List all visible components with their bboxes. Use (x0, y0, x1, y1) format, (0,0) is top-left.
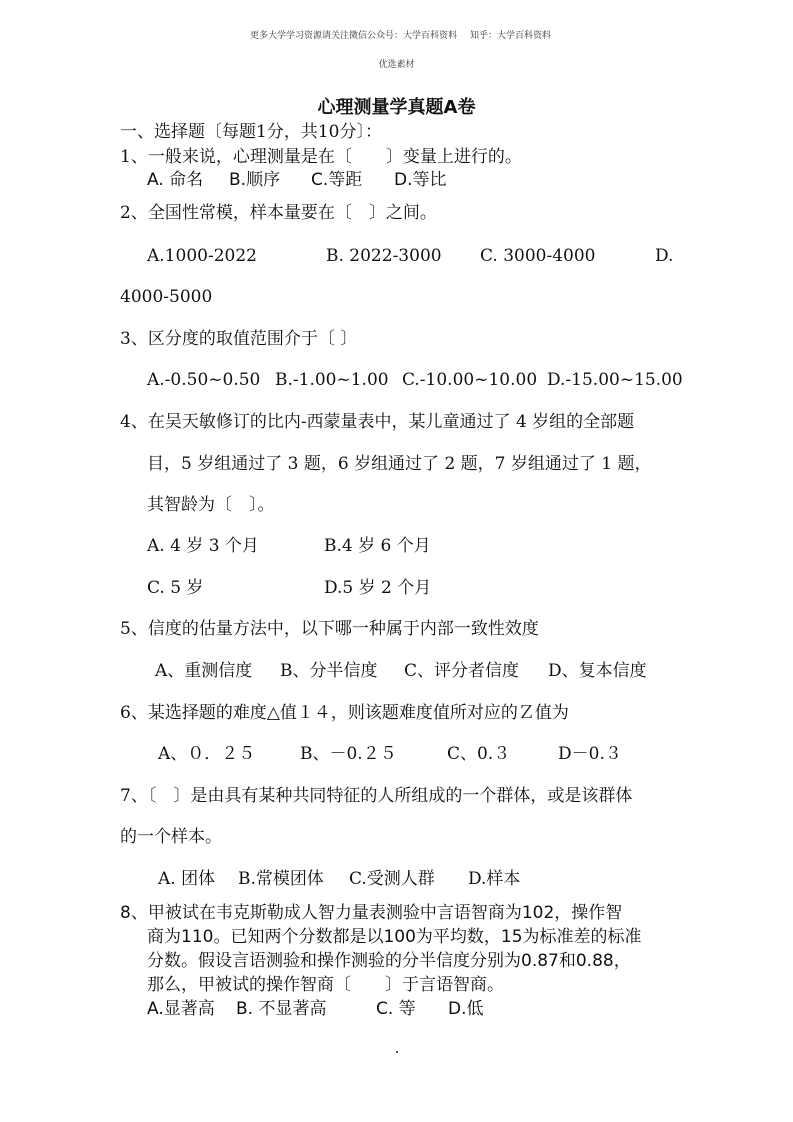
option: B.-1.00~1.00 (275, 370, 389, 390)
option: A. 4 岁 3 个月 (147, 536, 259, 556)
header-sub: 优选素材 (378, 60, 415, 70)
option: B. 2022-3000 (326, 246, 442, 266)
option: D. (655, 246, 674, 266)
question-4-line: 目，5 岁组通过了 3 题，6 岁组通过了 2 题，7 岁组通过了 1 题， (147, 454, 652, 474)
option: C.受测人群 (349, 869, 435, 889)
section-heading: 一、选择题〔每题1分，共10分〕： (120, 122, 382, 142)
question-7-line: 的一个样本。 (120, 827, 222, 847)
option: A.1000-2022 (147, 246, 257, 266)
page-title: 心理测量学真题A卷 (317, 97, 476, 118)
question-5: 5、信度的估量方法中，以下哪一种属于内部一致性效度 (120, 619, 539, 639)
option: A.显著高 (147, 999, 215, 1019)
option: B.顺序 (229, 170, 281, 190)
question-2: 2、全国性常模，样本量要在〔 〕之间。 (120, 203, 437, 223)
option: A.-0.50~0.50 (147, 370, 261, 390)
option: D.-15.00~15.00 (547, 370, 683, 390)
option: A、重测信度 (155, 661, 253, 681)
option: D.低 (448, 999, 484, 1019)
question-8-line: 那么，甲被试的操作智商〔 〕于言语智商。 (147, 975, 504, 995)
question-1: 1、一般来说，心理测量是在〔 〕变量上进行的。 (120, 147, 522, 167)
header-right: 知乎：大学百科资料 (470, 31, 552, 41)
option: A、０．２５ (158, 744, 256, 764)
option: C.-10.00~10.00 (402, 370, 538, 390)
option: A. 命名 (147, 170, 204, 190)
option: C. 3000-4000 (480, 246, 596, 266)
option: A. 团体 (158, 869, 216, 889)
question-4-line: 其智龄为〔 〕。 (147, 495, 275, 515)
option: C.等距 (311, 170, 363, 190)
option: D－0.３ (558, 744, 622, 764)
option: C、0.３ (447, 744, 511, 764)
option-wrap: 4000-5000 (120, 287, 213, 307)
option: D.样本 (468, 869, 521, 889)
page-dot (396, 1051, 398, 1053)
option: C. 5 岁 (147, 578, 204, 598)
option: D.等比 (394, 170, 447, 190)
question-7: 7、〔 〕是由具有某种共同特征的人所组成的一个群体，或是该群体 (120, 786, 633, 806)
question-8: 8、甲被试在韦克斯勒成人智力量表测验中言语智商为102，操作智 (120, 903, 623, 923)
option: B.4 岁 6 个月 (324, 536, 431, 556)
question-8-line: 商为110。已知两个分数都是以100为平均数，15为标准差的标准 (147, 927, 642, 947)
question-4: 4、在吴天敏修订的比内-西蒙量表中，某儿童通过了 4 岁组的全部题 (120, 412, 635, 432)
option: B. 不显著高 (236, 999, 327, 1019)
option: D、复本信度 (548, 661, 647, 681)
option: B、－0.２５ (300, 744, 397, 764)
question-8-line: 分数。假设言语测验和操作测验的分半信度分别为0.87和0.88， (147, 951, 631, 971)
option: C. 等 (376, 999, 416, 1019)
header-left: 更多大学学习资源请关注微信公众号：大学百科资料 (250, 31, 458, 41)
option: B、分半信度 (280, 661, 378, 681)
option: B.常模团体 (238, 869, 324, 889)
question-3: 3、区分度的取值范围介于〔 〕 (120, 329, 358, 349)
option: C、评分者信度 (404, 661, 520, 681)
option: D.5 岁 2 个月 (324, 578, 432, 598)
question-6: 6、某选择题的难度△值１４，则该题难度值所对应的Ｚ值为 (120, 703, 569, 723)
